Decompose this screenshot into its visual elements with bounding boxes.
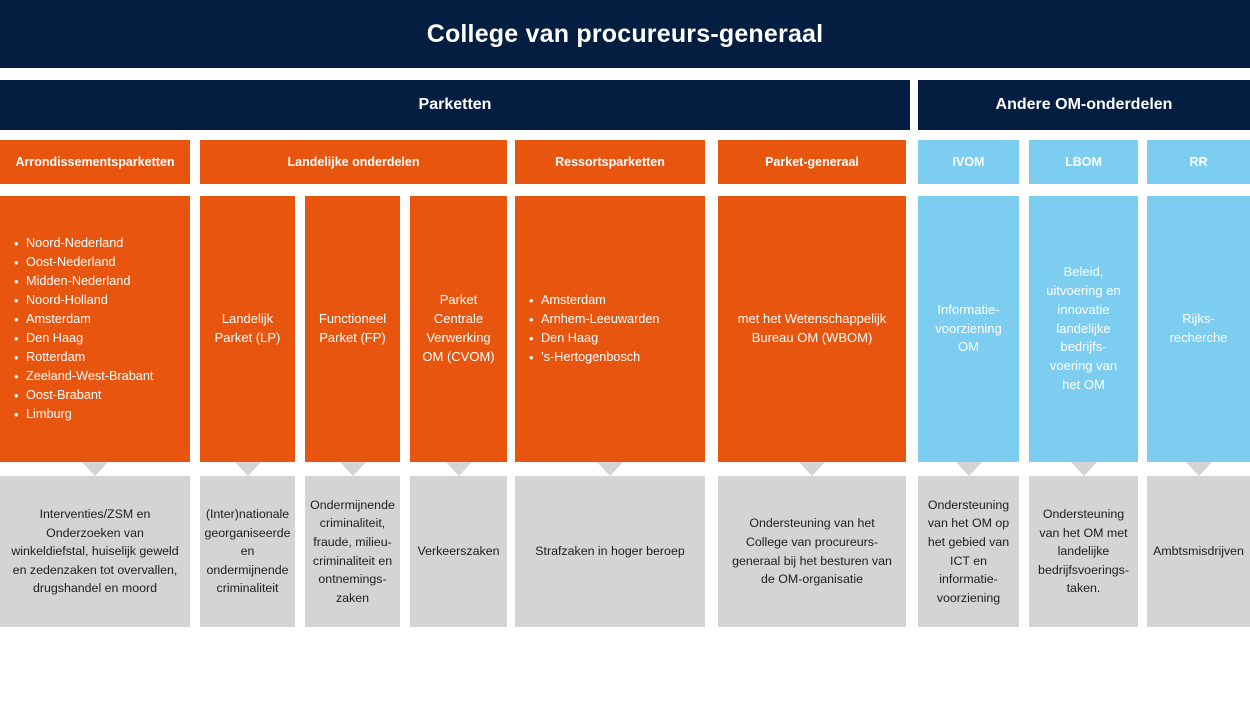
box-parket-generaal-label: met het Wetenschappelijk Bureau OM (WBOM) — [737, 311, 887, 345]
box-cvom — [410, 196, 507, 462]
box-ivom-label: Informatie-voorziening OM — [935, 301, 1002, 355]
description-cvom: Verkeerszaken — [410, 476, 507, 627]
box-lbom — [1029, 196, 1138, 462]
list-item: • Limburg — [12, 405, 178, 424]
list-item: • Noord-Holland — [12, 291, 178, 310]
column-label-lbom: LBOM — [1029, 140, 1138, 184]
description-parket-generaal: Ondersteuning van het College van procureurs-generaal bij het besturen van de OM-organisatie — [718, 476, 906, 627]
column-label-row — [0, 140, 1250, 184]
list-item: • Den Haag — [527, 329, 693, 348]
column-label-ivom: IVOM — [918, 140, 1019, 184]
description-ressortsparketten: Strafzaken in hoger beroep — [515, 476, 705, 627]
list-item: • Den Haag — [12, 329, 178, 348]
list-item: • Arnhem-Leeuwarden — [527, 310, 693, 329]
list-arrondissementsparketten — [12, 234, 178, 424]
list-item: • Oost-Brabant — [12, 386, 178, 405]
box-rr — [1147, 196, 1250, 462]
chart-title-bar — [0, 0, 1250, 68]
column-label-rr: RR — [1147, 140, 1250, 184]
group-header-parketten-label: Parketten — [418, 96, 492, 113]
list-item: • Zeeland-West-Brabant — [12, 367, 178, 386]
description-rr: Ambtsmisdrijven — [1147, 476, 1250, 627]
column-label-ressortsparketten: Ressortsparketten — [515, 140, 705, 184]
connector-arrow-functioneel-parket — [340, 462, 366, 476]
box-functioneel-parket — [305, 196, 400, 462]
connector-arrow-parket-generaal — [799, 462, 825, 476]
box-landelijk-parket — [200, 196, 295, 462]
box-cvom-label: Parket Centrale Verwerking OM (CVOM) — [422, 292, 495, 364]
connector-arrow-lbom — [1071, 462, 1097, 476]
connector-arrow-cvom — [446, 462, 472, 476]
box-ivom — [918, 196, 1019, 462]
list-item: • ’s-Hertogenbosch — [527, 348, 693, 367]
group-header-row — [0, 80, 1250, 130]
description-functioneel-parket: Ondermijnende criminaliteit, fraude, milieu-criminaliteit en ontnemings-zaken — [305, 476, 400, 627]
list-item: • Amsterdam — [527, 291, 693, 310]
group-header-parketten — [0, 80, 910, 130]
connector-arrow-arrondissementsparketten — [82, 462, 108, 476]
list-item: • Oost-Nederland — [12, 253, 178, 272]
column-body-row — [0, 196, 1250, 462]
box-rr-label: Rijks-recherche — [1169, 311, 1228, 345]
description-arrondissementsparketten: Interventies/ZSM en Onderzoeken van winkeldiefstal, huiselijk geweld en zedenzaken tot overvallen, drugshandel en moord — [0, 476, 190, 627]
description-ivom: Ondersteuning van het OM op het gebied van ICT en informatie-voorziening — [918, 476, 1019, 627]
connector-arrow-rr — [1186, 462, 1212, 476]
list-item: • Amsterdam — [12, 310, 178, 329]
box-functioneel-parket-label: Functioneel Parket (FP) — [318, 311, 387, 345]
connector-arrow-landelijk-parket — [235, 462, 261, 476]
description-lbom: Ondersteuning van het OM met landelijke bedrijfsvoerings-taken. — [1029, 476, 1138, 627]
bottom-spacer — [0, 627, 1250, 703]
list-item: • Noord-Nederland — [12, 234, 178, 253]
page-title: College van procureurs-generaal — [426, 19, 824, 48]
list-item: • Rotterdam — [12, 348, 178, 367]
list-ressortsparketten — [527, 291, 693, 367]
group-header-andere-om-onderdelen — [918, 80, 1250, 130]
connector-arrow-ivom — [956, 462, 982, 476]
column-label-arrondissementsparketten: Arrondissementsparketten — [0, 140, 190, 184]
group-header-andere-om-onderdelen-label: Andere OM-onderdelen — [995, 96, 1173, 113]
box-lbom-label: Beleid, uitvoering en innovatie landelijke bedrijfs-voering van het OM — [1046, 264, 1121, 393]
list-item: • Midden-Nederland — [12, 272, 178, 291]
box-landelijk-parket-label: Landelijk Parket (LP) — [214, 311, 281, 345]
column-label-parket-generaal: Parket-generaal — [718, 140, 906, 184]
column-label-landelijke-onderdelen: Landelijke onderdelen — [200, 140, 507, 184]
box-ressortsparketten — [515, 196, 705, 462]
box-arrondissementsparketten — [0, 196, 190, 462]
box-parket-generaal — [718, 196, 906, 462]
description-landelijk-parket: (Inter)nationale georganiseerde en ondermijnende criminaliteit — [200, 476, 295, 627]
connector-arrow-ressortsparketten — [597, 462, 623, 476]
